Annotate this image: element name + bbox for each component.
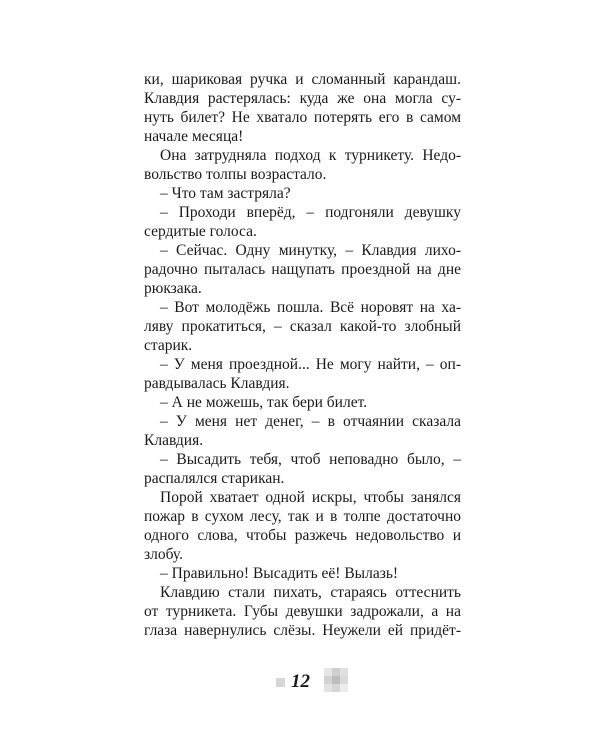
- text-line: пожар в сухом лесу, так и в толпе достаточно: [144, 508, 461, 525]
- text-line: – Высадить тебя, чтоб неповадно было, –: [160, 451, 461, 468]
- text-line: Клавдия растерялась: куда же она могла су-: [144, 90, 461, 107]
- page-number: 12: [291, 671, 310, 692]
- text-line: Клавдию стали пихать, стараясь оттеснить: [160, 584, 461, 601]
- text-line: – А не можешь, так бери билет.: [160, 394, 368, 411]
- text-line: Клавдия.: [144, 432, 204, 449]
- text-line: Она затрудняла подход к турникету. Недо-: [160, 147, 461, 164]
- text-line: – Что там застряла?: [160, 185, 291, 202]
- text-line: вольство толпы возрастало.: [144, 166, 327, 183]
- text-line: – Вот молодёжь пошла. Всё норовят на ха-: [160, 299, 461, 316]
- page-decoration-left: [276, 678, 285, 687]
- text-line: ки, шариковая ручка и сломанный карандаш.: [144, 71, 461, 88]
- text-line: – Правильно! Высадить её! Вылазь!: [160, 565, 399, 582]
- text-line: – У меня проездной... Не могу найти, – оп-: [160, 356, 461, 373]
- text-line: злобу.: [144, 546, 183, 563]
- text-line: ляву прокатиться, – сказал какой-то злобный: [144, 318, 461, 335]
- text-line: радочно пыталась нащупать проездной на дне: [144, 261, 461, 278]
- text-line: Порой хватает одной искры, чтобы занялся: [160, 489, 461, 506]
- text-line: сердитые голоса.: [144, 223, 257, 240]
- text-line: равдывалась Клавдия.: [144, 375, 290, 392]
- page-footer: [0, 664, 600, 704]
- text-line: – Проходи вперёд, – подгоняли девушку: [160, 204, 461, 221]
- text-line: рюкзака.: [144, 280, 202, 297]
- text-line: одного слова, чтобы разжечь недовольство и: [144, 527, 461, 544]
- text-line: глаза навернулись слёзы. Неужели ей придёт-: [144, 622, 461, 639]
- text-line: распалялся старикан.: [144, 470, 285, 487]
- body-text: [144, 70, 461, 640]
- text-line: – У меня нет денег, – в отчаянии сказала: [160, 413, 461, 430]
- text-line: – Сейчас. Одну минутку, – Клавдия лихо-: [160, 242, 461, 259]
- text-line: от турникета. Губы девушки задрожали, а на: [144, 603, 461, 620]
- text-line: начале месяца!: [144, 128, 244, 145]
- text-line: старик.: [144, 337, 193, 354]
- text-line: нуть билет? Не хватало потерять его в самом: [144, 109, 461, 126]
- page-decoration-right: [324, 668, 348, 692]
